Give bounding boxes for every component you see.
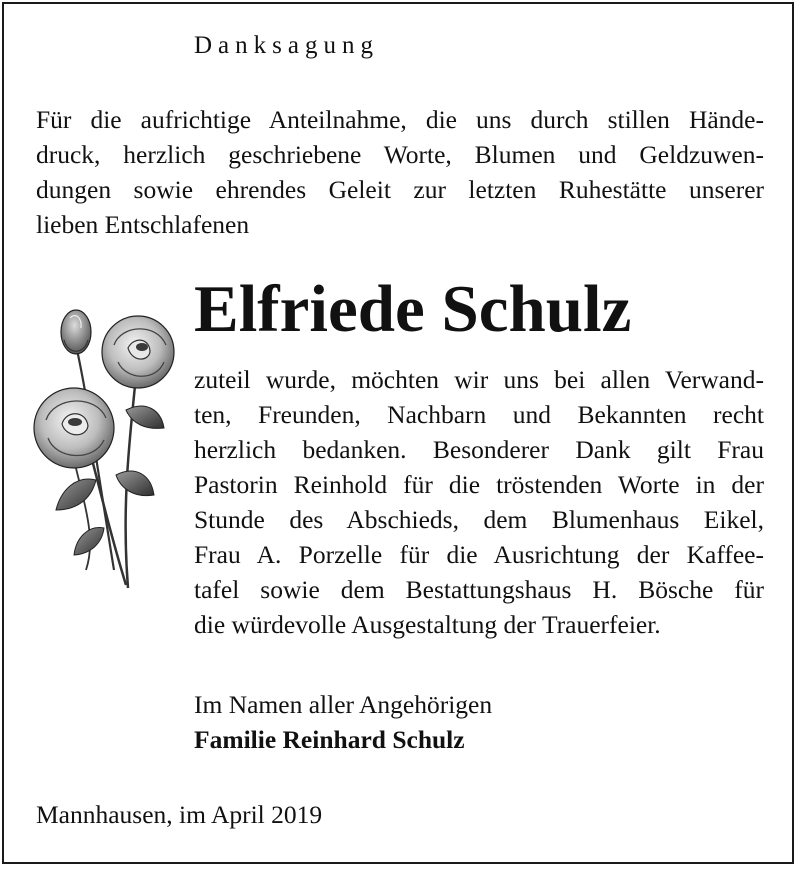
signoff-block	[194, 687, 492, 757]
intro-line: lieben Entschlafenen	[36, 210, 250, 239]
signoff-line: Im Namen aller Angehörigen	[194, 690, 493, 719]
body-line: die würdevolle Ausgestaltung der Trauerfeier.	[194, 610, 661, 639]
deceased-name: Elfriede Schulz	[194, 272, 632, 346]
thanks-paragraph	[194, 362, 764, 642]
family-name: Familie Reinhard Schulz	[194, 725, 465, 754]
body-line: Frau A. Porzelle für die Ausrichtung der Kaffee-	[194, 540, 764, 569]
roses-icon	[26, 300, 188, 595]
body-line: Pastorin Reinhold für die tröstenden Worte in der	[194, 470, 764, 499]
intro-line: Für die aufrichtige Anteilnahme, die uns durch stillen Hände-	[36, 105, 764, 134]
body-line: zuteil wurde, möchten wir uns bei allen Verwand-	[194, 365, 764, 394]
body-line: tafel sowie dem Bestattungshaus H. Bösche für	[194, 575, 764, 604]
body-line: herzlich bedanken. Besonderer Dank gilt Frau	[194, 435, 764, 464]
body-line: Stunde des Abschieds, dem Blumenhaus Eikel,	[194, 505, 764, 534]
intro-line: dungen sowie ehrendes Geleit zur letzten Ruhestätte unserer	[36, 175, 764, 204]
notice-heading: Danksagung	[194, 32, 379, 59]
intro-line: druck, herzlich geschriebene Worte, Blumen und Geldzuwen-	[36, 140, 764, 169]
place-date: Mannhausen, im April 2019	[36, 800, 323, 829]
intro-paragraph	[36, 102, 764, 242]
body-line: ten, Freunden, Nachbarn und Bekannten recht	[194, 400, 764, 429]
